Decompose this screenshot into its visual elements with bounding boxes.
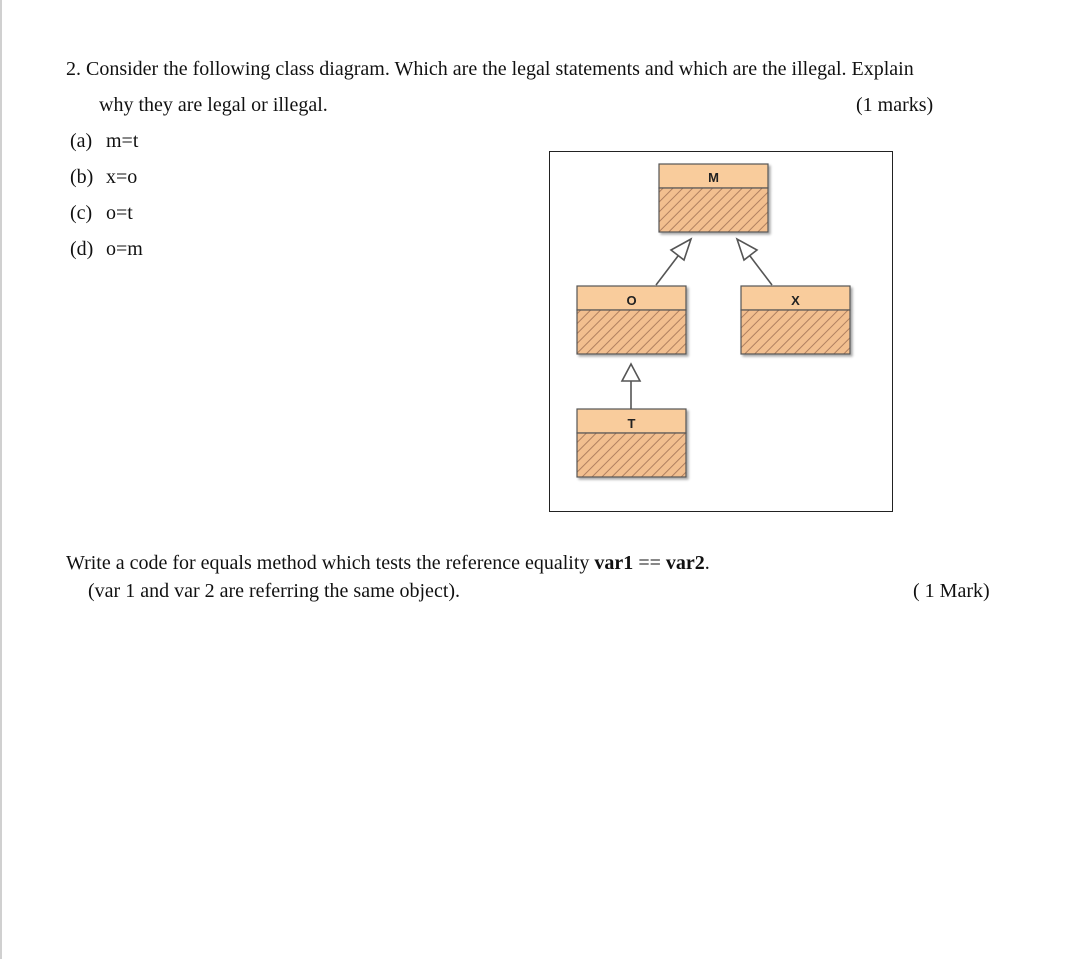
- option-text: o=m: [106, 238, 143, 260]
- inheritance-x-to-m: [737, 239, 772, 285]
- var2-term: var2: [665, 552, 705, 574]
- option-label: (c): [70, 202, 93, 224]
- option-text: x=o: [106, 166, 138, 188]
- second-question-marks: ( 1 Mark): [913, 580, 990, 602]
- question-marks: (1 marks): [856, 94, 934, 116]
- option-d: [70, 238, 143, 261]
- option-label: (a): [70, 130, 93, 152]
- second-question-line2: (var 1 and var 2 are referring the same object).: [88, 580, 461, 602]
- class-t-name: T: [627, 416, 636, 431]
- equality-operator: ==: [633, 552, 666, 574]
- option-text: o=t: [106, 202, 133, 224]
- page-left-border: [0, 0, 2, 959]
- option-c: [70, 202, 133, 225]
- option-a: [70, 130, 138, 153]
- question-text-line1: 2. Consider the following class diagram. Which are the legal statements and which are the illegal. Explain: [66, 58, 914, 80]
- second-question-line1: [66, 552, 710, 575]
- inheritance-t-to-o: [622, 364, 640, 409]
- class-x-name: X: [791, 293, 800, 308]
- option-label: (d): [70, 238, 94, 260]
- inheritance-o-to-m: [656, 239, 691, 285]
- question-text-line2: why they are legal or illegal.: [99, 94, 328, 116]
- var1-term: var1: [594, 552, 634, 574]
- option-b: [70, 166, 137, 189]
- option-label: (b): [70, 166, 94, 188]
- sentence-period: .: [704, 552, 710, 574]
- option-text: m=t: [106, 130, 139, 152]
- class-diagram: [549, 151, 893, 512]
- class-o-name: O: [626, 293, 637, 308]
- class-m-name: M: [708, 170, 719, 185]
- second-question-text: Write a code for equals method which tests the reference equality: [66, 552, 595, 574]
